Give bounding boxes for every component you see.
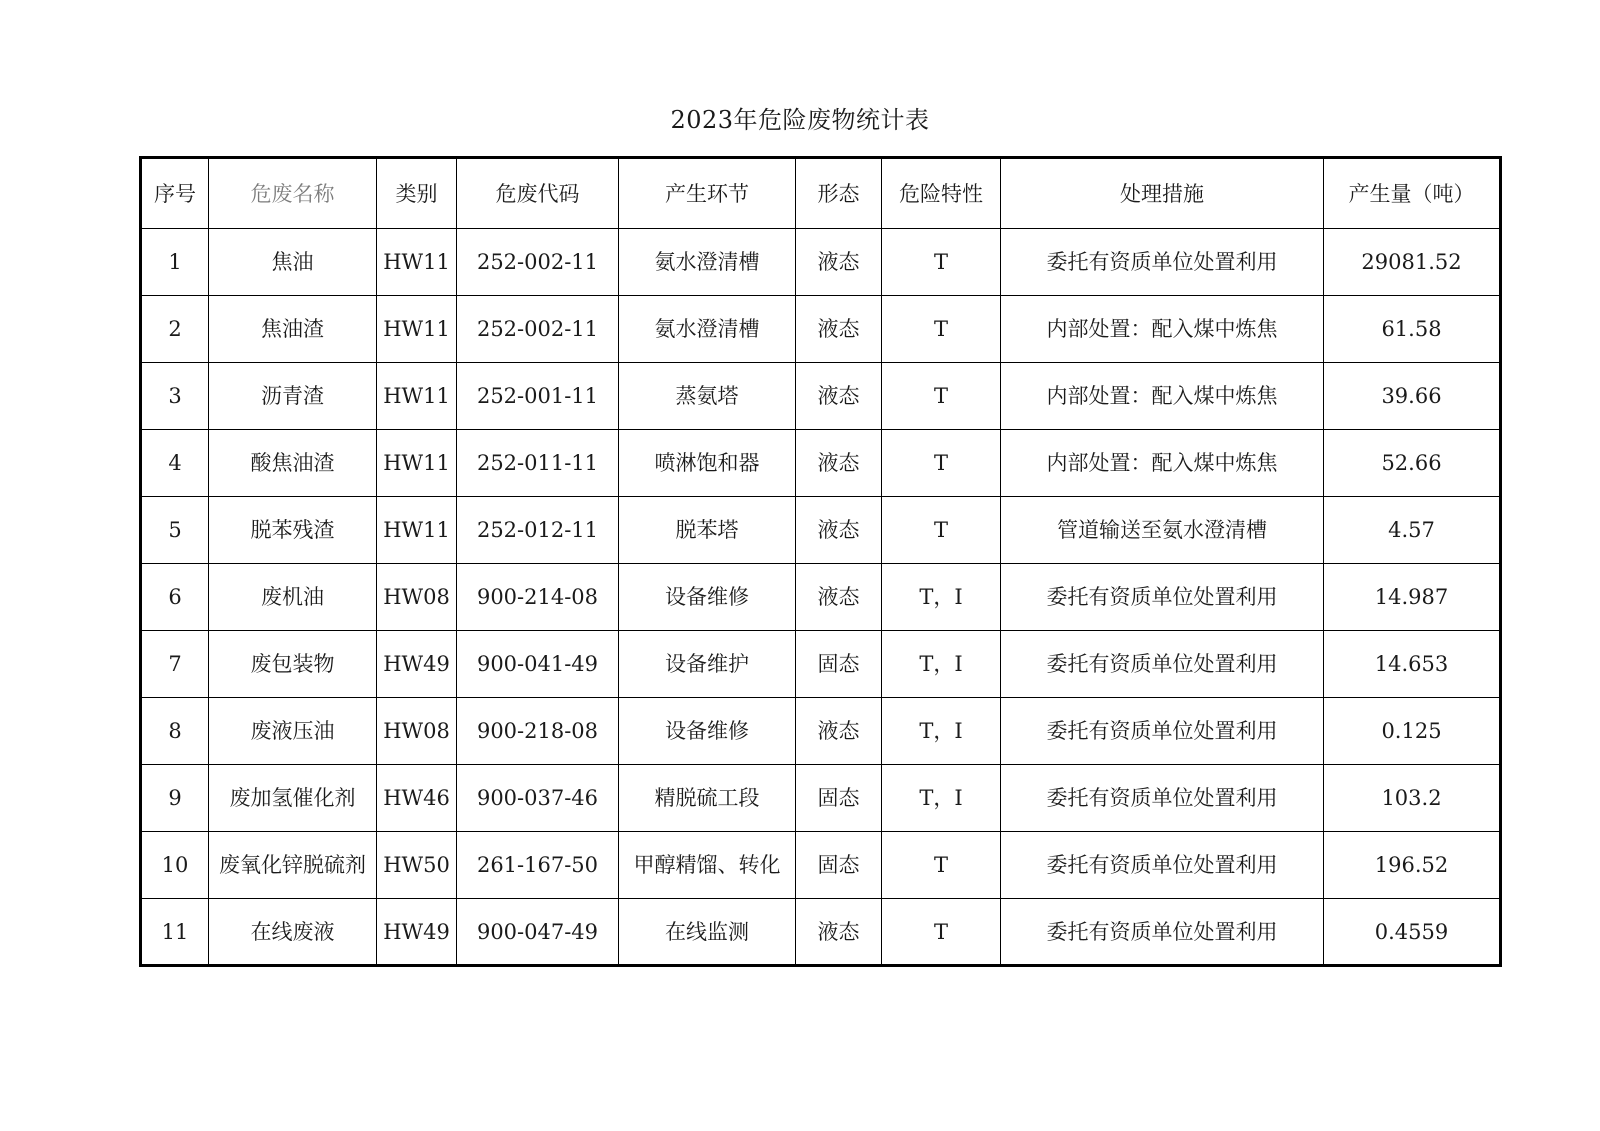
- cell-waste-name: 废机油: [209, 564, 377, 631]
- cell-waste-code: 900-214-08: [457, 564, 619, 631]
- cell-waste-name: 焦油渣: [209, 296, 377, 363]
- cell-seq: 6: [141, 564, 209, 631]
- cell-category: HW49: [377, 899, 457, 966]
- cell-source-process: 氨水澄清槽: [619, 296, 796, 363]
- cell-waste-code: 261-167-50: [457, 832, 619, 899]
- cell-form: 固态: [796, 765, 882, 832]
- cell-amount: 14.653: [1324, 631, 1501, 698]
- cell-category: HW46: [377, 765, 457, 832]
- cell-hazard-property: T: [882, 363, 1001, 430]
- header-seq: 序号: [141, 158, 209, 229]
- cell-treatment: 委托有资质单位处置利用: [1001, 564, 1324, 631]
- cell-category: HW50: [377, 832, 457, 899]
- cell-source-process: 设备维修: [619, 698, 796, 765]
- hazardous-waste-table: [139, 156, 1502, 967]
- table-row: [141, 899, 1501, 966]
- cell-waste-name: 焦油: [209, 229, 377, 296]
- cell-treatment: 内部处置：配入煤中炼焦: [1001, 296, 1324, 363]
- cell-category: HW08: [377, 564, 457, 631]
- cell-form: 固态: [796, 832, 882, 899]
- cell-waste-name: 酸焦油渣: [209, 430, 377, 497]
- table-row: [141, 430, 1501, 497]
- cell-category: HW11: [377, 363, 457, 430]
- header-category: 类别: [377, 158, 457, 229]
- table-row: [141, 296, 1501, 363]
- cell-seq: 5: [141, 497, 209, 564]
- cell-treatment: 内部处置：配入煤中炼焦: [1001, 363, 1324, 430]
- table-row: [141, 698, 1501, 765]
- header-row: [141, 158, 1501, 229]
- cell-waste-name: 废氧化锌脱硫剂: [209, 832, 377, 899]
- cell-form: 液态: [796, 564, 882, 631]
- cell-seq: 10: [141, 832, 209, 899]
- header-amount: 产生量（吨）: [1324, 158, 1501, 229]
- cell-source-process: 甲醇精馏、转化: [619, 832, 796, 899]
- cell-hazard-property: T，I: [882, 564, 1001, 631]
- cell-waste-name: 废加氢催化剂: [209, 765, 377, 832]
- table-row: [141, 363, 1501, 430]
- cell-seq: 3: [141, 363, 209, 430]
- cell-seq: 7: [141, 631, 209, 698]
- table-row: [141, 229, 1501, 296]
- cell-amount: 29081.52: [1324, 229, 1501, 296]
- cell-waste-code: 252-002-11: [457, 296, 619, 363]
- cell-treatment: 内部处置：配入煤中炼焦: [1001, 430, 1324, 497]
- table-header: [141, 158, 1501, 229]
- cell-form: 固态: [796, 631, 882, 698]
- table-row: [141, 631, 1501, 698]
- cell-hazard-property: T，I: [882, 698, 1001, 765]
- header-waste-code: 危废代码: [457, 158, 619, 229]
- cell-amount: 4.57: [1324, 497, 1501, 564]
- cell-hazard-property: T: [882, 832, 1001, 899]
- cell-form: 液态: [796, 698, 882, 765]
- cell-seq: 8: [141, 698, 209, 765]
- cell-waste-name: 废液压油: [209, 698, 377, 765]
- cell-treatment: 委托有资质单位处置利用: [1001, 631, 1324, 698]
- cell-waste-code: 900-037-46: [457, 765, 619, 832]
- cell-category: HW08: [377, 698, 457, 765]
- cell-waste-code: 252-011-11: [457, 430, 619, 497]
- cell-waste-code: 252-001-11: [457, 363, 619, 430]
- table-body: [141, 229, 1501, 966]
- header-hazard-property: 危险特性: [882, 158, 1001, 229]
- cell-seq: 9: [141, 765, 209, 832]
- cell-source-process: 喷淋饱和器: [619, 430, 796, 497]
- table-row: [141, 832, 1501, 899]
- cell-treatment: 委托有资质单位处置利用: [1001, 832, 1324, 899]
- table-row: [141, 564, 1501, 631]
- cell-amount: 52.66: [1324, 430, 1501, 497]
- cell-category: HW49: [377, 631, 457, 698]
- cell-waste-code: 900-218-08: [457, 698, 619, 765]
- page-title: 2023年危险废物统计表: [670, 106, 930, 134]
- cell-source-process: 脱苯塔: [619, 497, 796, 564]
- cell-amount: 0.125: [1324, 698, 1501, 765]
- table-row: [141, 497, 1501, 564]
- cell-form: 液态: [796, 497, 882, 564]
- cell-seq: 2: [141, 296, 209, 363]
- cell-hazard-property: T，I: [882, 631, 1001, 698]
- cell-category: HW11: [377, 296, 457, 363]
- cell-form: 液态: [796, 430, 882, 497]
- cell-category: HW11: [377, 229, 457, 296]
- cell-seq: 1: [141, 229, 209, 296]
- cell-treatment: 委托有资质单位处置利用: [1001, 698, 1324, 765]
- cell-waste-code: 900-047-49: [457, 899, 619, 966]
- cell-form: 液态: [796, 899, 882, 966]
- cell-treatment: 委托有资质单位处置利用: [1001, 899, 1324, 966]
- cell-amount: 196.52: [1324, 832, 1501, 899]
- cell-waste-code: 252-002-11: [457, 229, 619, 296]
- cell-waste-name: 在线废液: [209, 899, 377, 966]
- cell-source-process: 设备维护: [619, 631, 796, 698]
- cell-hazard-property: T: [882, 899, 1001, 966]
- cell-treatment: 委托有资质单位处置利用: [1001, 229, 1324, 296]
- cell-treatment: 管道输送至氨水澄清槽: [1001, 497, 1324, 564]
- cell-waste-code: 252-012-11: [457, 497, 619, 564]
- table-row: [141, 765, 1501, 832]
- header-form: 形态: [796, 158, 882, 229]
- cell-form: 液态: [796, 229, 882, 296]
- cell-amount: 0.4559: [1324, 899, 1501, 966]
- header-treatment: 处理措施: [1001, 158, 1324, 229]
- header-source-process: 产生环节: [619, 158, 796, 229]
- cell-hazard-property: T，I: [882, 765, 1001, 832]
- cell-source-process: 蒸氨塔: [619, 363, 796, 430]
- cell-source-process: 精脱硫工段: [619, 765, 796, 832]
- cell-waste-code: 900-041-49: [457, 631, 619, 698]
- cell-form: 液态: [796, 296, 882, 363]
- header-waste-name: 危废名称: [209, 158, 377, 229]
- cell-waste-name: 沥青渣: [209, 363, 377, 430]
- cell-source-process: 氨水澄清槽: [619, 229, 796, 296]
- cell-hazard-property: T: [882, 497, 1001, 564]
- cell-seq: 11: [141, 899, 209, 966]
- cell-waste-name: 脱苯残渣: [209, 497, 377, 564]
- cell-hazard-property: T: [882, 430, 1001, 497]
- cell-hazard-property: T: [882, 229, 1001, 296]
- cell-treatment: 委托有资质单位处置利用: [1001, 765, 1324, 832]
- cell-waste-name: 废包装物: [209, 631, 377, 698]
- cell-amount: 39.66: [1324, 363, 1501, 430]
- cell-category: HW11: [377, 497, 457, 564]
- cell-amount: 61.58: [1324, 296, 1501, 363]
- cell-seq: 4: [141, 430, 209, 497]
- cell-amount: 14.987: [1324, 564, 1501, 631]
- cell-category: HW11: [377, 430, 457, 497]
- cell-amount: 103.2: [1324, 765, 1501, 832]
- cell-source-process: 在线监测: [619, 899, 796, 966]
- cell-form: 液态: [796, 363, 882, 430]
- cell-source-process: 设备维修: [619, 564, 796, 631]
- cell-hazard-property: T: [882, 296, 1001, 363]
